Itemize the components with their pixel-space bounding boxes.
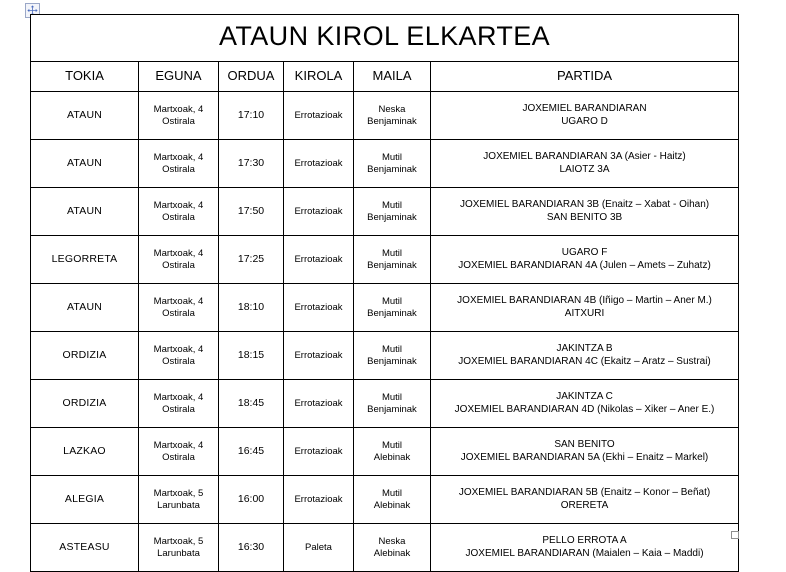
cell-maila	[354, 332, 431, 380]
table-row	[31, 524, 739, 572]
cell-maila	[354, 236, 431, 284]
cell-eguna	[139, 188, 219, 236]
cell-tokia: ATAUN	[31, 140, 139, 188]
schedule-table	[30, 14, 739, 572]
maila-line-1: Mutil	[381, 247, 403, 259]
partida-line-2: SAN BENITO 3B	[546, 212, 623, 223]
maila-line-1: Neska	[378, 103, 406, 115]
cell-maila	[354, 188, 431, 236]
maila-line-2: Benjaminak	[367, 164, 417, 175]
partida-line-2: JOXEMIEL BARANDIARAN (Maialen – Kaia – Maddi)	[465, 548, 704, 559]
cell-partida	[431, 524, 739, 572]
cell-partida	[431, 140, 739, 188]
cell-tokia: ATAUN	[31, 188, 139, 236]
eguna-line-1: Martxoak, 4	[153, 295, 204, 307]
cell-tokia: ASTEASU	[31, 524, 139, 572]
eguna-line-2: Ostirala	[162, 164, 195, 175]
cell-tokia: ORDIZIA	[31, 332, 139, 380]
partida-line-1: PELLO ERROTA A	[542, 535, 627, 547]
eguna-line-1: Martxoak, 4	[153, 343, 204, 355]
column-header-ordua: ORDUA	[219, 62, 284, 92]
partida-line-2: LAIOTZ 3A	[559, 164, 610, 175]
eguna-line-2: Larunbata	[157, 500, 200, 511]
column-header-kirola: KIROLA	[284, 62, 354, 92]
maila-line-1: Mutil	[381, 391, 403, 403]
cell-maila	[354, 476, 431, 524]
cell-eguna	[139, 332, 219, 380]
eguna-line-1: Martxoak, 5	[153, 535, 204, 547]
maila-line-2: Alebinak	[373, 452, 411, 463]
eguna-line-2: Ostirala	[162, 308, 195, 319]
partida-line-2: JOXEMIEL BARANDIARAN 5A (Ekhi – Enaitz – Markel)	[460, 452, 709, 463]
cell-maila	[354, 92, 431, 140]
maila-line-2: Benjaminak	[367, 116, 417, 127]
cell-partida	[431, 476, 739, 524]
maila-line-2: Alebinak	[373, 500, 411, 511]
cell-maila	[354, 380, 431, 428]
cell-kirola: Errotazioak	[284, 284, 354, 332]
cell-kirola: Errotazioak	[284, 140, 354, 188]
eguna-line-2: Ostirala	[162, 260, 195, 271]
partida-line-1: JAKINTZA B	[556, 343, 613, 355]
cell-kirola: Errotazioak	[284, 92, 354, 140]
cell-partida	[431, 188, 739, 236]
partida-line-1: JOXEMIEL BARANDIARAN	[522, 103, 647, 115]
cell-kirola: Errotazioak	[284, 380, 354, 428]
maila-line-1: Mutil	[381, 487, 403, 499]
maila-line-1: Mutil	[381, 295, 403, 307]
table-row	[31, 428, 739, 476]
cell-maila	[354, 140, 431, 188]
cell-tokia: ALEGIA	[31, 476, 139, 524]
cell-ordua: 17:10	[219, 92, 284, 140]
cell-maila	[354, 428, 431, 476]
cell-eguna	[139, 524, 219, 572]
maila-line-2: Benjaminak	[367, 356, 417, 367]
maila-line-2: Benjaminak	[367, 308, 417, 319]
table-resize-handle[interactable]	[731, 531, 739, 539]
cell-maila	[354, 524, 431, 572]
cell-eguna	[139, 140, 219, 188]
cell-ordua: 17:25	[219, 236, 284, 284]
partida-line-2: AITXURI	[564, 308, 605, 319]
column-header-partida: PARTIDA	[431, 62, 739, 92]
page-title: ATAUN KIROL ELKARTEA	[31, 15, 739, 62]
cell-partida	[431, 380, 739, 428]
cell-tokia: ORDIZIA	[31, 380, 139, 428]
table-row	[31, 476, 739, 524]
cell-eguna	[139, 236, 219, 284]
table-row	[31, 236, 739, 284]
column-header-tokia: TOKIA	[31, 62, 139, 92]
partida-line-2: UGARO D	[561, 116, 608, 127]
cell-kirola: Errotazioak	[284, 236, 354, 284]
cell-kirola: Errotazioak	[284, 476, 354, 524]
cell-ordua: 18:10	[219, 284, 284, 332]
table-row	[31, 380, 739, 428]
cell-kirola: Errotazioak	[284, 428, 354, 476]
eguna-line-1: Martxoak, 4	[153, 151, 204, 163]
eguna-line-2: Ostirala	[162, 404, 195, 415]
cell-ordua: 16:00	[219, 476, 284, 524]
eguna-line-2: Ostirala	[162, 356, 195, 367]
cell-ordua: 18:45	[219, 380, 284, 428]
column-header-maila: MAILA	[354, 62, 431, 92]
cell-kirola: Errotazioak	[284, 188, 354, 236]
cell-tokia: ATAUN	[31, 284, 139, 332]
cell-partida	[431, 332, 739, 380]
table-row	[31, 140, 739, 188]
eguna-line-1: Martxoak, 4	[153, 199, 204, 211]
partida-line-1: SAN BENITO	[554, 439, 615, 451]
cell-tokia: LAZKAO	[31, 428, 139, 476]
cell-ordua: 16:30	[219, 524, 284, 572]
eguna-line-1: Martxoak, 4	[153, 103, 204, 115]
cell-partida	[431, 236, 739, 284]
cell-partida	[431, 284, 739, 332]
maila-line-2: Benjaminak	[367, 404, 417, 415]
table-row	[31, 92, 739, 140]
partida-line-2: JOXEMIEL BARANDIARAN 4D (Nikolas – Xiker – Aner E.)	[454, 404, 715, 415]
partida-line-1: JOXEMIEL BARANDIARAN 5B (Enaitz – Konor – Beñat)	[458, 487, 711, 499]
cell-eguna	[139, 380, 219, 428]
cell-ordua: 17:30	[219, 140, 284, 188]
maila-line-2: Alebinak	[373, 548, 411, 559]
partida-line-1: JOXEMIEL BARANDIARAN 3A (Asier - Haitz)	[483, 151, 686, 163]
partida-line-1: UGARO F	[561, 247, 608, 259]
eguna-line-2: Ostirala	[162, 212, 195, 223]
schedule-table-container	[30, 14, 738, 572]
maila-line-1: Mutil	[381, 199, 403, 211]
column-header-eguna: EGUNA	[139, 62, 219, 92]
table-row	[31, 188, 739, 236]
cell-ordua: 16:45	[219, 428, 284, 476]
table-header-row	[31, 62, 739, 92]
partida-line-2: JOXEMIEL BARANDIARAN 4C (Ekaitz – Aratz – Sustrai)	[458, 356, 711, 367]
eguna-line-1: Martxoak, 4	[153, 247, 204, 259]
cell-eguna	[139, 476, 219, 524]
partida-line-1: JOXEMIEL BARANDIARAN 3B (Enaitz – Xabat - Oihan)	[459, 199, 710, 211]
cell-partida	[431, 428, 739, 476]
maila-line-2: Benjaminak	[367, 212, 417, 223]
maila-line-1: Neska	[378, 535, 406, 547]
partida-line-1: JOXEMIEL BARANDIARAN 4B (Iñigo – Martin – Aner M.)	[457, 295, 712, 307]
partida-line-2: JOXEMIEL BARANDIARAN 4A (Julen – Amets – Zuhatz)	[458, 260, 711, 271]
cell-kirola: Paleta	[284, 524, 354, 572]
partida-line-1: JAKINTZA C	[556, 391, 613, 403]
maila-line-1: Mutil	[381, 151, 403, 163]
eguna-line-2: Ostirala	[162, 452, 195, 463]
eguna-line-2: Ostirala	[162, 116, 195, 127]
cell-partida	[431, 92, 739, 140]
eguna-line-1: Martxoak, 4	[153, 391, 204, 403]
eguna-line-2: Larunbata	[157, 548, 200, 559]
partida-line-2: ORERETA	[560, 500, 609, 511]
cell-maila	[354, 284, 431, 332]
table-row	[31, 332, 739, 380]
eguna-line-1: Martxoak, 4	[153, 439, 204, 451]
cell-ordua: 17:50	[219, 188, 284, 236]
cell-eguna	[139, 92, 219, 140]
table-title-row	[31, 15, 739, 62]
cell-tokia: LEGORRETA	[31, 236, 139, 284]
cell-eguna	[139, 284, 219, 332]
cell-eguna	[139, 428, 219, 476]
cell-ordua: 18:15	[219, 332, 284, 380]
cell-kirola: Errotazioak	[284, 332, 354, 380]
cell-tokia: ATAUN	[31, 92, 139, 140]
table-row	[31, 284, 739, 332]
maila-line-2: Benjaminak	[367, 260, 417, 271]
maila-line-1: Mutil	[381, 439, 403, 451]
eguna-line-1: Martxoak, 5	[153, 487, 204, 499]
maila-line-1: Mutil	[381, 343, 403, 355]
